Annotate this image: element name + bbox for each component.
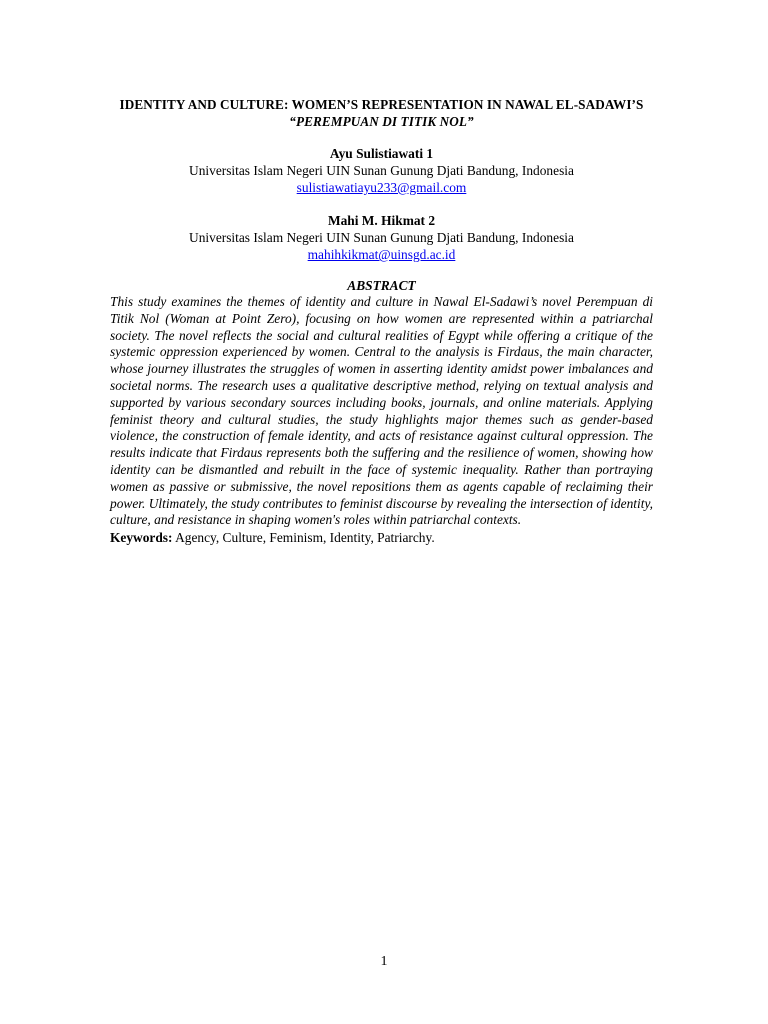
- keywords-text: Agency, Culture, Feminism, Identity, Patriarchy.: [172, 530, 435, 546]
- author-block-2: [110, 212, 653, 263]
- abstract-body: This study examines the themes of identity and culture in Nawal El-Sadawi’s novel Perempuan di Titik Nol (Woman at Point Zero), focusing on how women are represented within a patriarchal society. The novel reflects the social and cultural realities of Egypt while offering a critique of the systemic oppression experienced by women. Central to the analysis is Firdaus, the main character, whose journey illustrates the struggles of women in asserting identity amidst power imbalances and societal norms. The research uses a qualitative descriptive method, relying on textual analysis and supported by various secondary sources including books, journals, and online materials. Applying feminist theory and cultural studies, the study highlights major themes such as gender-based violence, the construction of female identity, and acts of resistance against cultural oppression. The results indicate that Firdaus represents both the suffering and the resilience of women, showing how identity can be dismantled and rebuilt in the face of systemic inequality. Rather than portraying women as passive or submissive, the novel repositions them as agents capable of reclaiming their power. Ultimately, the study contributes to feminist discourse by revealing the intersection of identity, culture, and resistance in shaping women's roles within patriarchal contexts.: [110, 294, 653, 528]
- paper-page: [110, 96, 653, 546]
- author-name: Ayu Sulistiawati 1: [329, 146, 434, 161]
- title-main: IDENTITY AND CULTURE: WOMEN’S REPRESENTATION IN NAWAL EL-SADAWI’S: [119, 97, 644, 112]
- author-email-link[interactable]: mahihkikmat@uinsgd.ac.id: [307, 247, 456, 262]
- author-affiliation: Universitas Islam Negeri UIN Sunan Gunung Djati Bandung, Indonesia: [189, 163, 574, 178]
- author-email-link[interactable]: sulistiawatiayu233@gmail.com: [296, 180, 467, 195]
- author-block-1: [110, 145, 653, 196]
- paper-title: [110, 96, 653, 130]
- author-name: Mahi M. Hikmat 2: [327, 213, 436, 228]
- keywords-label: Keywords:: [110, 530, 173, 546]
- author-affiliation: Universitas Islam Negeri UIN Sunan Gunung Djati Bandung, Indonesia: [189, 230, 574, 245]
- title-italic: “PEREMPUAN DI TITIK NOL”: [289, 114, 474, 129]
- page-number: 1: [380, 954, 388, 969]
- keywords-line: [110, 529, 653, 546]
- abstract-heading: ABSTRACT: [347, 278, 416, 293]
